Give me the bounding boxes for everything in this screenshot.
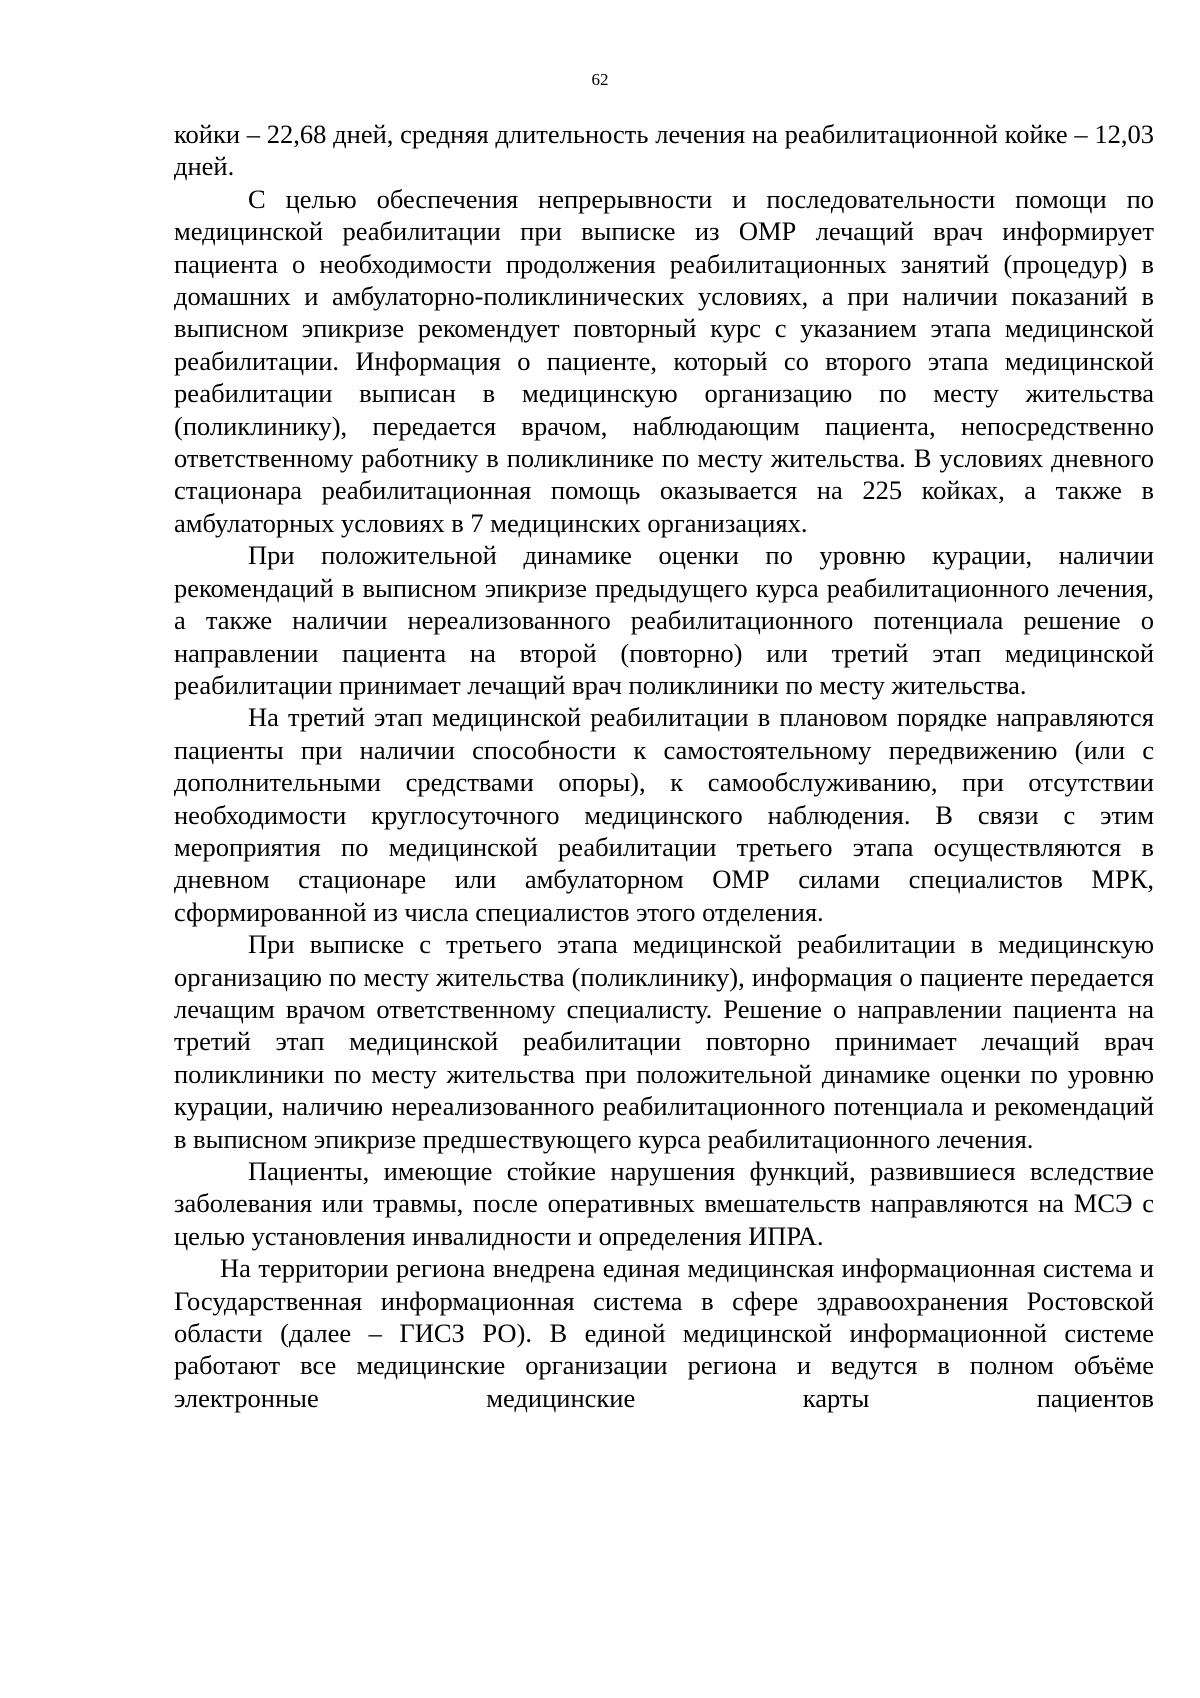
paragraph: С целью обеспечения непрерывности и последовательности помощи по медицинской реабилитации при выписке из ОМР лечащий врач информирует пациента о необходимости продолжения реабилитационных занятий (процедур) в домашних и амбулаторно-поликлинических условиях, а при наличии показаний в выписном эпикризе рекомендует повторный курс с указанием этапа медицинской реабилитации. Информация о пациенте, который со второго этапа медицинской реабилитации выписан в медицинскую организацию по месту жительства (поликлинику), передается врачом, наблюдающим пациента, непосредственно ответственному работнику в поликлинике по месту жительства. В условиях дневного стационара реабилитационная помощь оказывается на 225 койках, а также в амбулаторных условиях в 7 медицинских организациях. <box>174 183 1154 538</box>
paragraph: На территории региона внедрена единая медицинская информационная система и Государственная информационная система в сфере здравоохранения Ростовской области (далее – ГИСЗ РО). В единой медицинской информационной системе работают все медицинские организации региона и ведутся в полном объёме электронные медицинские карты пациентов <box>174 1253 1154 1413</box>
document-body <box>174 118 1154 1414</box>
paragraph-continuation: койки – 22,68 дней, средняя длительность лечения на реабилитационной койке – 12,03 дней. <box>174 119 1154 182</box>
paragraph: При выписке с третьего этапа медицинской реабилитации в медицинскую организацию по месту жительства (поликлинику), информация о пациенте передается лечащим врачом ответственному специалисту. Решение о направлении пациента на третий этап медицинской реабилитации повторно принимает лечащий врач поликлиники по месту жительства при положительной динамике оценки по уровню курации, наличию нереализованного реабилитационного потенциала и рекомендаций в выписном эпикризе предшествующего курса реабилитационного лечения. <box>174 929 1154 1154</box>
paragraph: Пациенты, имеющие стойкие нарушения функций, развившиеся вследствие заболевания или травмы, после оперативных вмешательств направляются на МСЭ с целью установления инвалидности и определения ИПРА. <box>174 1156 1154 1251</box>
paragraph: При положительной динамике оценки по уровню курации, наличии рекомендаций в выписном эпикризе предыдущего курса реабилитационного лечения, а также наличии нереализованного реабилитационного потенциала решение о направлении пациента на второй (повторно) или третий этап медицинской реабилитации принимает лечащий врач поликлиники по месту жительства. <box>174 540 1154 700</box>
page-number: 62 <box>591 70 609 89</box>
paragraph: На третий этап медицинской реабилитации в плановом порядке направляются пациенты при наличии способности к самостоятельному передвижению (или с дополнительными средствами опоры), к самообслуживанию, при отсутствии необходимости круглосуточного медицинского наблюдения. В связи с этим мероприятия по медицинской реабилитации третьего этапа осуществляются в дневном стационаре или амбулаторном ОМР силами специалистов МРК, сформированной из числа специалистов этого отделения. <box>174 702 1154 927</box>
